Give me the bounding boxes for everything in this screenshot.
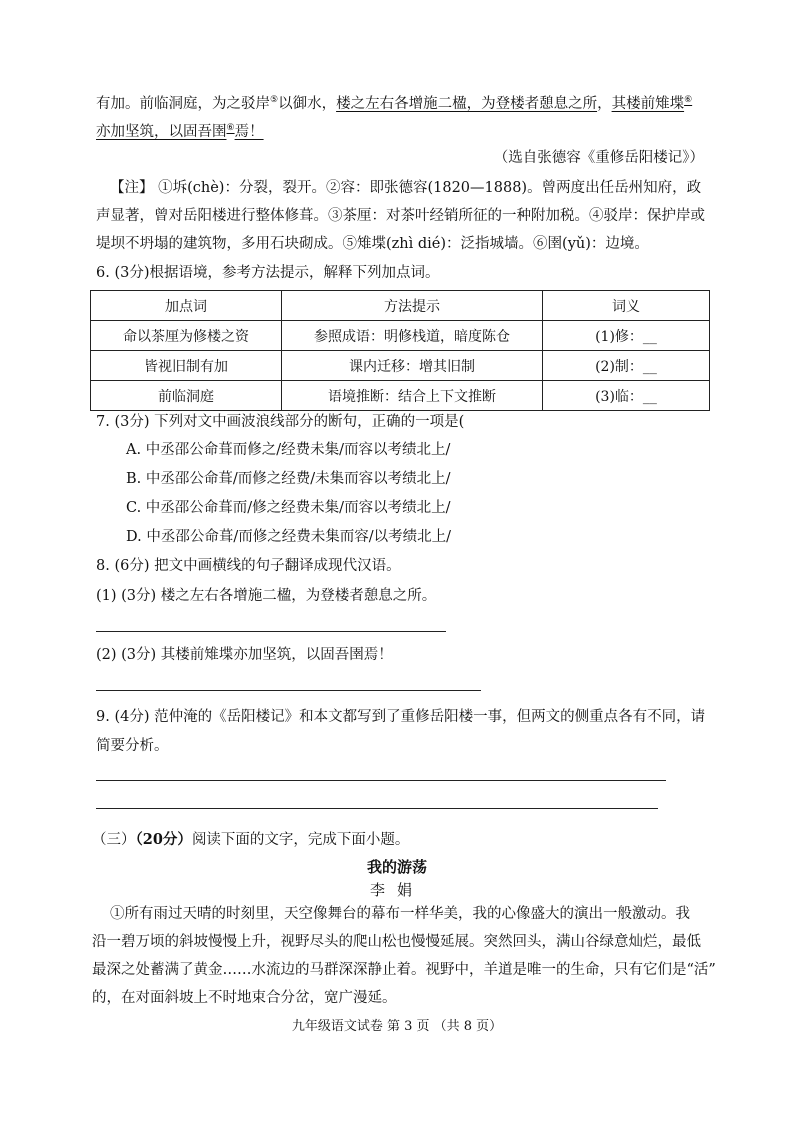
q9-answer-line-2[interactable] <box>96 808 658 809</box>
q6-stem: 6. (3分)根据语境，参考方法提示，解释下列加点词。 <box>96 265 440 281</box>
q8-stem: 8. (6分) 把文中画横线的句子翻译成现代汉语。 <box>96 558 401 574</box>
underlined-sentence-1: 楼之左右各增施二楹，为登楼者憩息之所 <box>336 95 598 112</box>
q6-header-word: 加点词 <box>91 291 282 321</box>
table-row <box>91 321 710 351</box>
source-citation: （选自张德容《重修岳阳楼记》） <box>493 150 704 166</box>
table-row <box>91 381 710 411</box>
q9-line-1: 9. (4分) 范仲淹的《岳阳楼记》和本文都写到了重修岳阳楼一事，但两文的侧重点各有不同，请 <box>96 709 706 725</box>
q6-answer-cell[interactable]: (1)修：__ <box>543 321 710 351</box>
q6-header-method: 方法提示 <box>282 291 543 321</box>
q6-cell: 课内迁移：增其旧制 <box>282 351 543 381</box>
q6-cell: 命以茶厘为修楼之资 <box>91 321 282 351</box>
q6-table <box>90 290 710 411</box>
q7-option-c[interactable]: C. 中丞邵公命葺而/修之经费未集/而容以考绩北上/ <box>126 500 451 516</box>
article-author: 李娟 <box>369 881 424 899</box>
q6-header-meaning: 词义 <box>543 291 710 321</box>
q7-option-d[interactable]: D. 中丞邵公命葺/而修之经费未集而容/以考绩北上/ <box>126 529 451 545</box>
q6-cell: 皆视旧制有加 <box>91 351 282 381</box>
q6-answer-cell[interactable]: (2)制：__ <box>543 351 710 381</box>
q6-header-row <box>91 291 710 321</box>
q8-answer-line-2[interactable] <box>96 690 481 691</box>
note-line-3: 堤坝不坍塌的建筑物，多用石块砌成。⑤雉堞(zhì dié)：泛指城墙。⑥圉(yǔ)：边境。 <box>96 236 649 252</box>
note-line-1: 【注】 ①坼(chè)：分裂，裂开。②容：即张德容(1820—1888)。曾两度出任岳州知府，政 <box>110 180 702 196</box>
q8-sub2: (2) (3分) 其楼前雉堞亦加坚筑，以固吾圉焉！ <box>96 647 393 663</box>
article-para-line-3: 最深之处蓄满了黄金……水流边的马群深深静止着。视野中，羊道是唯一的生命，只有它们是“活” <box>92 962 716 978</box>
passage-line-1: 有加。前临洞庭，为之驳岸⑤以御水，楼之左右各增施二楹，为登楼者憩息之所，其楼前雉堞⑥ <box>96 95 693 112</box>
q6-cell: 前临洞庭 <box>91 381 282 411</box>
article-para-line-2: 沿一碧万顷的斜坡慢慢上升，视野尽头的爬山松也慢慢延展。突然回头，满山谷绿意灿烂，最低 <box>92 934 701 950</box>
note-line-2: 声显著，曾对岳阳楼进行整体修葺。③茶厘：对茶叶经销所征的一种附加税。④驳岸：保护岸或 <box>96 208 705 224</box>
page-footer: 九年级语文试卷 第 3 页 （共 8 页） <box>291 1019 503 1034</box>
article-para-line-1: ①所有雨过天晴的时刻里，天空像舞台的幕布一样华美，我的心像盛大的演出一般激动。我 <box>110 906 690 922</box>
section3-heading: （三）（20分）阅读下面的文字，完成下面小题。 <box>92 831 410 848</box>
underlined-sentence-2-part-2: 亦加坚筑，以固吾圉 <box>96 123 227 140</box>
q9-line-2: 简要分析。 <box>96 738 169 754</box>
q7-stem: 7. (3分) 下列对文中画波浪线部分的断句，正确的一项是( <box>96 414 465 430</box>
q6-cell: 语境推断：结合上下文推断 <box>282 381 543 411</box>
q7-option-b[interactable]: B. 中丞邵公命葺/而修之经费/未集而容以考绩北上/ <box>126 471 451 487</box>
q8-answer-line-1[interactable] <box>96 631 446 632</box>
article-para-line-4: 的，在对面斜坡上不时地束合分岔，宽广漫延。 <box>92 990 397 1006</box>
article-title: 我的游荡 <box>366 858 427 876</box>
passage-line-2: 亦加坚筑，以固吾圉⑥焉！ <box>96 123 264 140</box>
q6-answer-cell[interactable]: (3)临：__ <box>543 381 710 411</box>
q9-answer-line-1[interactable] <box>96 780 666 781</box>
q7-option-a[interactable]: A. 中丞邵公命葺而修之/经费未集/而容以考绩北上/ <box>126 442 451 458</box>
underlined-sentence-2-part-1: 其楼前雉堞 <box>611 95 685 112</box>
table-row <box>91 351 710 381</box>
q8-sub1: (1) (3分) 楼之左右各增施二楹，为登楼者憩息之所。 <box>96 588 437 604</box>
q6-cell: 参照成语：明修栈道，暗度陈仓 <box>282 321 543 351</box>
